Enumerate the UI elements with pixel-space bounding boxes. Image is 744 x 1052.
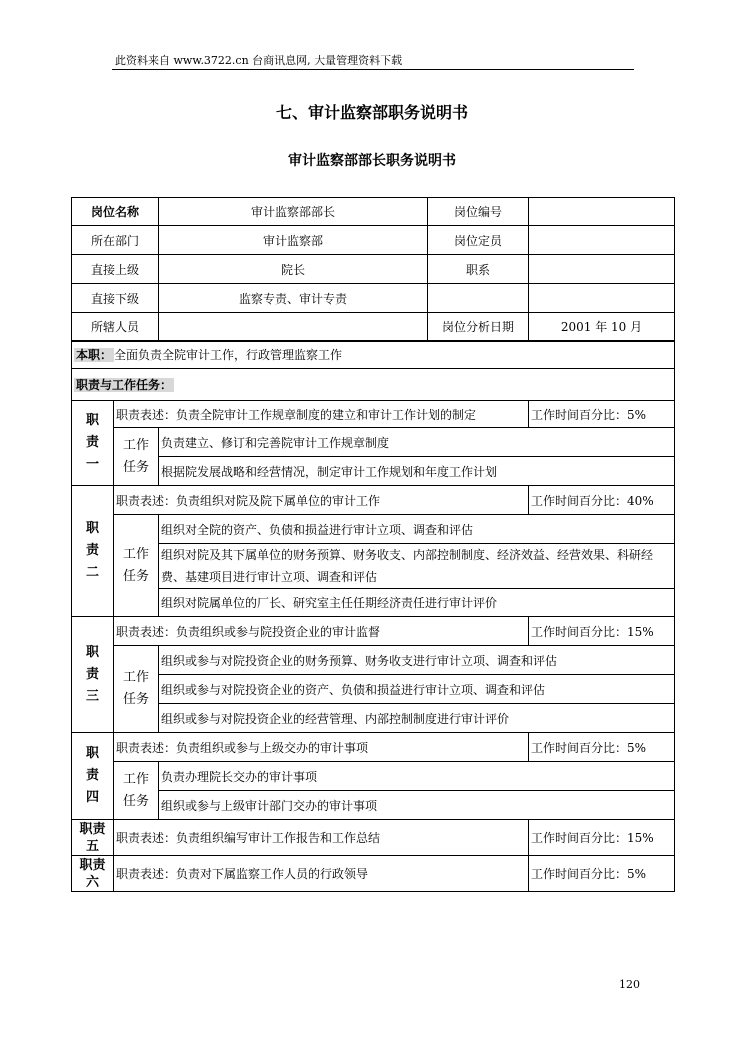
duty-4-task-label-text: 工作任务 (122, 771, 149, 809)
analysis-date-label: 岗位分析日期 (428, 313, 529, 341)
duty-3-task-1: 组织或参与对院投资企业的财务预算、财务收支进行审计立项、调查和评估 (159, 646, 675, 675)
dept-value: 审计监察部 (159, 226, 428, 255)
series-label: 职系 (428, 255, 529, 284)
duty-1-task-1: 负责建立、修订和完善院审计工作规章制度 (159, 428, 675, 457)
subordinate-spacer (428, 284, 529, 313)
post-name-label: 岗位名称 (72, 198, 159, 226)
duty-6-label (72, 856, 114, 892)
duty-3-statement: 职责表述：负责组织或参与院投资企业的审计监督 (114, 617, 529, 646)
page-header (112, 52, 634, 70)
duty-2-task-2: 组织对院及其下属单位的财务预算、财务收支、内部控制制度、经济效益、经营效果、科研经费、基建项目进行审计立项、调查和评估 (159, 544, 675, 589)
duty-3-task-2: 组织或参与对院投资企业的资产、负债和损益进行审计立项、调查和评估 (159, 675, 675, 704)
summary-text: 全面负责全院审计工作，行政管理监察工作 (114, 348, 343, 363)
duty-3-task-3: 组织或参与对院投资企业的经营管理、内部控制制度进行审计评价 (159, 704, 675, 733)
duty-1-task-label-text: 工作任务 (122, 437, 149, 475)
duty-5-statement: 职责表述：负责组织编写审计工作报告和工作总结 (114, 820, 529, 856)
superior-value: 院长 (159, 255, 428, 284)
managed-value (159, 313, 428, 341)
duty-4-label (72, 733, 114, 820)
subordinate-spacer-2 (529, 284, 675, 313)
duties-heading: 职责与工作任务： (76, 378, 173, 392)
duty-4-task-1: 负责办理院长交办的审计事项 (159, 762, 675, 791)
duty-1-task-label (114, 428, 159, 486)
duty-4-label-text: 职责四 (85, 746, 99, 805)
duty-1-label-text: 职责一 (85, 413, 99, 472)
duty-3-task-label-text: 工作任务 (122, 670, 149, 707)
duty-6-time: 工作时间百分比：5% (529, 856, 675, 892)
duty-2-label (72, 486, 114, 617)
summary-row (72, 341, 675, 369)
analysis-date-value: 2001 年 10 月 (529, 313, 675, 341)
duty-4-task-2: 组织或参与上级审计部门交办的审计事项 (159, 791, 675, 820)
duty-6-statement: 职责表述：负责对下属监察工作人员的行政领导 (114, 856, 529, 892)
staffing-label: 岗位定员 (428, 226, 529, 255)
page-number: 120 (619, 978, 640, 991)
staffing-value (529, 226, 675, 255)
duty-3-time: 工作时间百分比：15% (529, 617, 675, 646)
header-source-text: 此资料来自 www.3722.cn 台商讯息网, 大量管理资料下载 (115, 54, 403, 67)
duty-1-task-2: 根据院发展战略和经营情况，制定审计工作规划和年度工作计划 (159, 457, 675, 486)
subordinate-label: 直接下级 (72, 284, 159, 313)
duty-5-time: 工作时间百分比：15% (529, 820, 675, 856)
duty-4-statement: 职责表述：负责组织或参与上级交办的审计事项 (114, 733, 529, 762)
subordinate-value: 监察专责、审计专责 (159, 284, 428, 313)
duty-4-task-label (114, 762, 159, 820)
duty-3-label (72, 617, 114, 733)
duty-1-time: 工作时间百分比：5% (529, 401, 675, 428)
series-value (529, 255, 675, 284)
duty-4-time: 工作时间百分比：5% (529, 733, 675, 762)
duty-6-label-text: 职责六 (79, 857, 106, 890)
summary-label: 本职： (76, 348, 113, 363)
document-title: 七、审计监察部职务说明书 (275, 103, 468, 122)
post-no-value (529, 198, 675, 226)
duty-5-label-text: 职责五 (79, 821, 106, 854)
duty-3-task-label (114, 646, 159, 733)
duty-2-time: 工作时间百分比：40% (529, 486, 675, 515)
duty-1-label (72, 401, 114, 486)
duty-5-label (72, 820, 114, 856)
superior-label: 直接上级 (72, 255, 159, 284)
managed-label: 所辖人员 (72, 313, 159, 341)
post-name-value: 审计监察部部长 (159, 198, 428, 226)
duty-3-label-text: 职责三 (85, 644, 99, 704)
job-description-table (71, 197, 675, 892)
dept-label: 所在部门 (72, 226, 159, 255)
duty-2-task-1: 组织对全院的资产、负债和损益进行审计立项、调查和评估 (159, 515, 675, 544)
duty-2-task-label-text: 工作任务 (122, 546, 149, 584)
duty-1-statement: 职责表述：负责全院审计工作规章制度的建立和审计工作计划的制定 (114, 401, 529, 428)
duty-2-task-3: 组织对院属单位的厂长、研究室主任任期经济责任进行审计评价 (159, 589, 675, 617)
post-no-label: 岗位编号 (428, 198, 529, 226)
document-subtitle: 审计监察部部长职务说明书 (288, 153, 456, 169)
duty-2-statement: 职责表述：负责组织对院及院下属单位的审计工作 (114, 486, 529, 515)
duty-2-task-label (114, 515, 159, 617)
duty-2-label-text: 职责二 (85, 521, 99, 580)
duties-heading-row (72, 369, 675, 401)
